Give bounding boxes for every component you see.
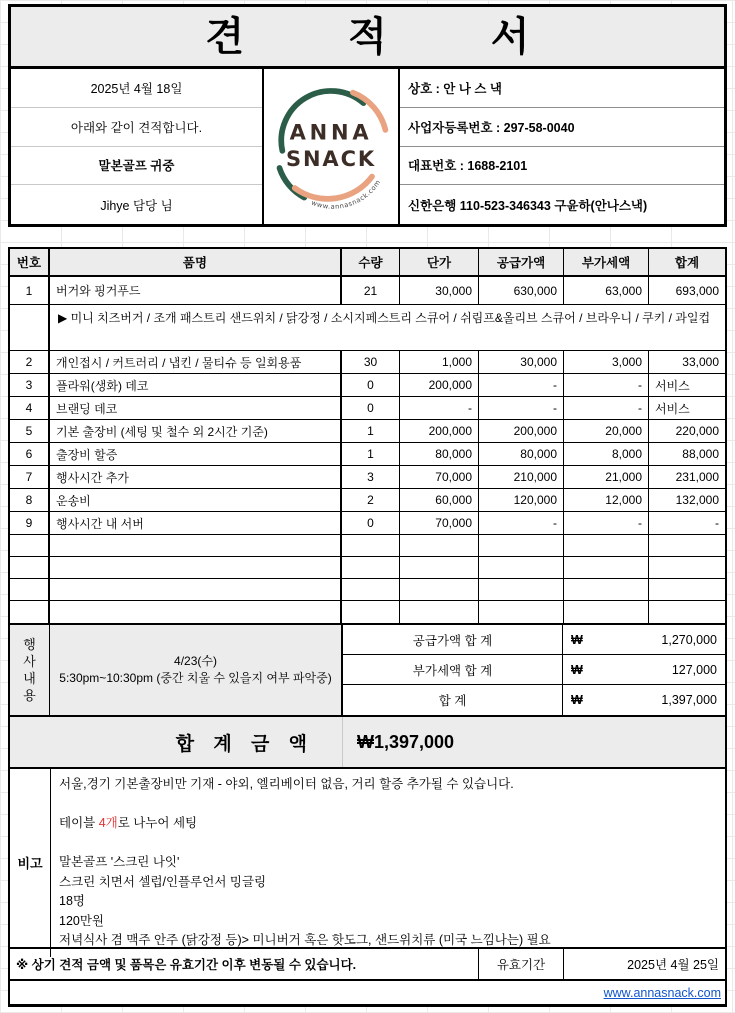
cell-total: 132,000: [649, 489, 725, 512]
quote-contact: Jihye 담당 님: [100, 198, 173, 213]
header-unit-price: 단가: [400, 249, 479, 277]
table-row: [10, 466, 725, 489]
cell-name: 개인접시 / 커트러리 / 냅킨 / 물티슈 등 일회용품: [50, 351, 342, 374]
quotation-document: [8, 4, 727, 1007]
table-row: [10, 277, 725, 305]
grand-total-banner-label: 합 계 금 액: [10, 717, 343, 767]
quote-date: 2025년 4월 18일: [11, 69, 262, 108]
cell-qty: 0: [342, 512, 400, 535]
cell-qty: 30: [342, 351, 400, 374]
cell-unit-price: 80,000: [400, 443, 479, 466]
cell-name: 행사시간 내 서버: [50, 512, 342, 535]
table-row: [10, 489, 725, 512]
cell-supply: -: [479, 374, 564, 397]
cell-vat: 21,000: [564, 466, 649, 489]
validity-label: 유효기간: [478, 949, 563, 979]
cell-unit-price: -: [400, 397, 479, 420]
table-empty-row: [10, 557, 725, 579]
note-line: 서울,경기 기본출장비만 기재 - 야외, 엘리베이터 없음, 거리 할증 추가될 수 있습니다.: [59, 777, 514, 791]
website-row: [8, 981, 727, 1007]
cell-total: 231,000: [649, 466, 725, 489]
cell-total: 서비스: [649, 374, 725, 397]
cell-unit-price: 60,000: [400, 489, 479, 512]
notes-content: [50, 769, 725, 957]
validity-date: 2025년 4월 25일: [563, 949, 725, 979]
company-info-panel: [400, 69, 724, 224]
notes-block: [8, 769, 727, 949]
note-line: 말본골프 '스크린 나잇': [59, 855, 180, 869]
table-empty-row: [10, 535, 725, 557]
svg-text:SNACK: SNACK: [285, 146, 377, 171]
grand-total-label: 합 계: [343, 685, 563, 715]
cell-supply: 80,000: [479, 443, 564, 466]
cell-qty: 0: [342, 397, 400, 420]
company-logo: [264, 69, 400, 224]
svg-text:ANNA: ANNA: [289, 119, 373, 144]
info-block: [8, 69, 727, 227]
grand-total-value: [563, 685, 725, 715]
cell-total: 33,000: [649, 351, 725, 374]
table-row: [10, 397, 725, 420]
table-row: [10, 351, 725, 374]
cell-no: 3: [10, 374, 50, 397]
table-empty-row: [10, 579, 725, 601]
currency-symbol: ₩: [571, 693, 583, 707]
event-time: 5:30pm~10:30pm (중간 치울 수 있을지 여부 파악중): [59, 671, 332, 685]
note-line: 저녁식사 겸 맥주 안주 (닭강정 등)> 미니버거 혹은 핫도그, 샌드위치류 (미국 느낌나는) 필요: [59, 933, 551, 947]
cell-unit-price: 70,000: [400, 466, 479, 489]
cell-total: 220,000: [649, 420, 725, 443]
cell-supply: -: [479, 397, 564, 420]
svg-text:www.annasnack.com: www.annasnack.com: [310, 177, 383, 211]
event-totals-block: [8, 625, 727, 717]
table-header-row: [10, 249, 725, 277]
event-label: 행사내용: [23, 637, 36, 703]
cell-qty: 3: [342, 466, 400, 489]
validity-block: [8, 949, 727, 981]
header-vat: 부가세액: [564, 249, 649, 277]
cell-name: 운송비: [50, 489, 342, 512]
vat-total-value: [563, 655, 725, 685]
title-bar: [8, 4, 727, 69]
cell-name: 버거와 핑거푸드: [50, 277, 342, 305]
cell-supply: -: [479, 512, 564, 535]
currency-symbol: ₩: [571, 632, 583, 647]
event-description-cell: [50, 625, 343, 715]
vat-total-label: 부가세액 합 계: [343, 655, 563, 685]
cell-vat: -: [564, 397, 649, 420]
cell-name: 플라워(생화) 데코: [50, 374, 342, 397]
company-phone: 대표번호 : 1688-2101: [400, 147, 724, 186]
cell-name: 출장비 할증: [50, 443, 342, 466]
cell-vat: -: [564, 374, 649, 397]
cell-supply: 120,000: [479, 489, 564, 512]
cell-supply: 630,000: [479, 277, 564, 305]
grand-total-banner: [8, 717, 727, 769]
table-row: [10, 374, 725, 397]
cell-vat: 3,000: [564, 351, 649, 374]
cell-no: [10, 305, 50, 351]
cell-qty: 0: [342, 374, 400, 397]
cell-supply: 30,000: [479, 351, 564, 374]
header-supply-amount: 공급가액: [479, 249, 564, 277]
quote-info-panel: [11, 69, 264, 224]
cell-unit-price: 200,000: [400, 374, 479, 397]
grand-total-banner-amount: ₩1,397,000: [357, 731, 455, 752]
notes-label: 비고: [17, 856, 43, 872]
cell-no: 8: [10, 489, 50, 512]
company-bank-account: 신한은행 110-523-346343 구윤하(안나스낵): [408, 198, 648, 213]
cell-vat: 8,000: [564, 443, 649, 466]
company-registration-number: 사업자등록번호 : 297-58-0040: [400, 108, 724, 147]
quote-greeting: 아래와 같이 견적합니다.: [11, 108, 262, 147]
header-no: 번호: [10, 249, 50, 277]
anna-snack-logo-icon: [269, 78, 393, 216]
menu-detail: ▶ 미니 치즈버거 / 조개 패스트리 샌드위치 / 닭강정 / 소시지페스트리 스큐어 / 쉬림프&올리브 스큐어 / 브라우니 / 쿠키 / 과일컵: [50, 305, 725, 351]
cell-no: 4: [10, 397, 50, 420]
note-line: 120만원: [59, 913, 105, 928]
cell-name: 행사시간 추가: [50, 466, 342, 489]
table-row: [10, 443, 725, 466]
cell-vat: -: [564, 512, 649, 535]
cell-total: 88,000: [649, 443, 725, 466]
items-table: [8, 247, 727, 625]
spacer: [8, 227, 727, 247]
note-line: 18명: [59, 894, 85, 908]
cell-qty: 21: [342, 277, 400, 305]
cell-no: 6: [10, 443, 50, 466]
company-name: 상호 : 안 나 스 낵: [400, 69, 724, 108]
cell-no: 7: [10, 466, 50, 489]
note-line: [59, 795, 717, 815]
cell-name: 브랜딩 데코: [50, 397, 342, 420]
cell-supply: 210,000: [479, 466, 564, 489]
header-qty: 수량: [342, 249, 400, 277]
supply-total-value: [563, 625, 725, 655]
cell-qty: 1: [342, 443, 400, 466]
table-empty-row: [10, 601, 725, 623]
cell-total: 서비스: [649, 397, 725, 420]
cell-vat: 63,000: [564, 277, 649, 305]
cell-qty: 2: [342, 489, 400, 512]
cell-no: 5: [10, 420, 50, 443]
cell-no: 1: [10, 277, 50, 305]
vat-total-amount: 127,000: [671, 662, 717, 677]
note-line: 스크린 치면서 셀럽/인플루언서 밍글링: [59, 874, 267, 889]
table-row: [10, 420, 725, 443]
cell-unit-price: 1,000: [400, 351, 479, 374]
cell-unit-price: 30,000: [400, 277, 479, 305]
supply-total-label: 공급가액 합 계: [343, 625, 563, 655]
header-name: 품명: [50, 249, 342, 277]
note-line: [59, 834, 717, 854]
page-title: 견적서: [205, 14, 634, 59]
event-label-cell: [10, 625, 50, 715]
footer-notice: ※ 상기 견적 금액 및 품목은 유효기간 이후 변동될 수 있습니다.: [16, 958, 357, 972]
note-line: 테이블 4개로 나누어 세팅: [59, 816, 198, 830]
supply-total-amount: 1,270,000: [661, 632, 717, 647]
cell-qty: 1: [342, 420, 400, 443]
event-date: 4/23(수): [174, 654, 217, 668]
currency-symbol: ₩: [571, 662, 583, 677]
cell-no: 2: [10, 351, 50, 374]
cell-name: 기본 출장비 (세팅 및 철수 외 2시간 기준): [50, 420, 342, 443]
website-link[interactable]: www.annasnack.com: [603, 985, 721, 1000]
cell-total: -: [649, 512, 725, 535]
cell-total: 693,000: [649, 277, 725, 305]
header-total: 합계: [649, 249, 725, 277]
cell-vat: 12,000: [564, 489, 649, 512]
cell-unit-price: 70,000: [400, 512, 479, 535]
cell-supply: 200,000: [479, 420, 564, 443]
table-detail-row: [10, 305, 725, 351]
cell-unit-price: 200,000: [400, 420, 479, 443]
quote-recipient: 말본골프 귀중: [11, 147, 262, 186]
cell-no: 9: [10, 512, 50, 535]
highlighted-text: 4개: [98, 816, 118, 830]
cell-vat: 20,000: [564, 420, 649, 443]
table-row: [10, 512, 725, 535]
grand-total-amount: 1,397,000: [661, 693, 717, 707]
